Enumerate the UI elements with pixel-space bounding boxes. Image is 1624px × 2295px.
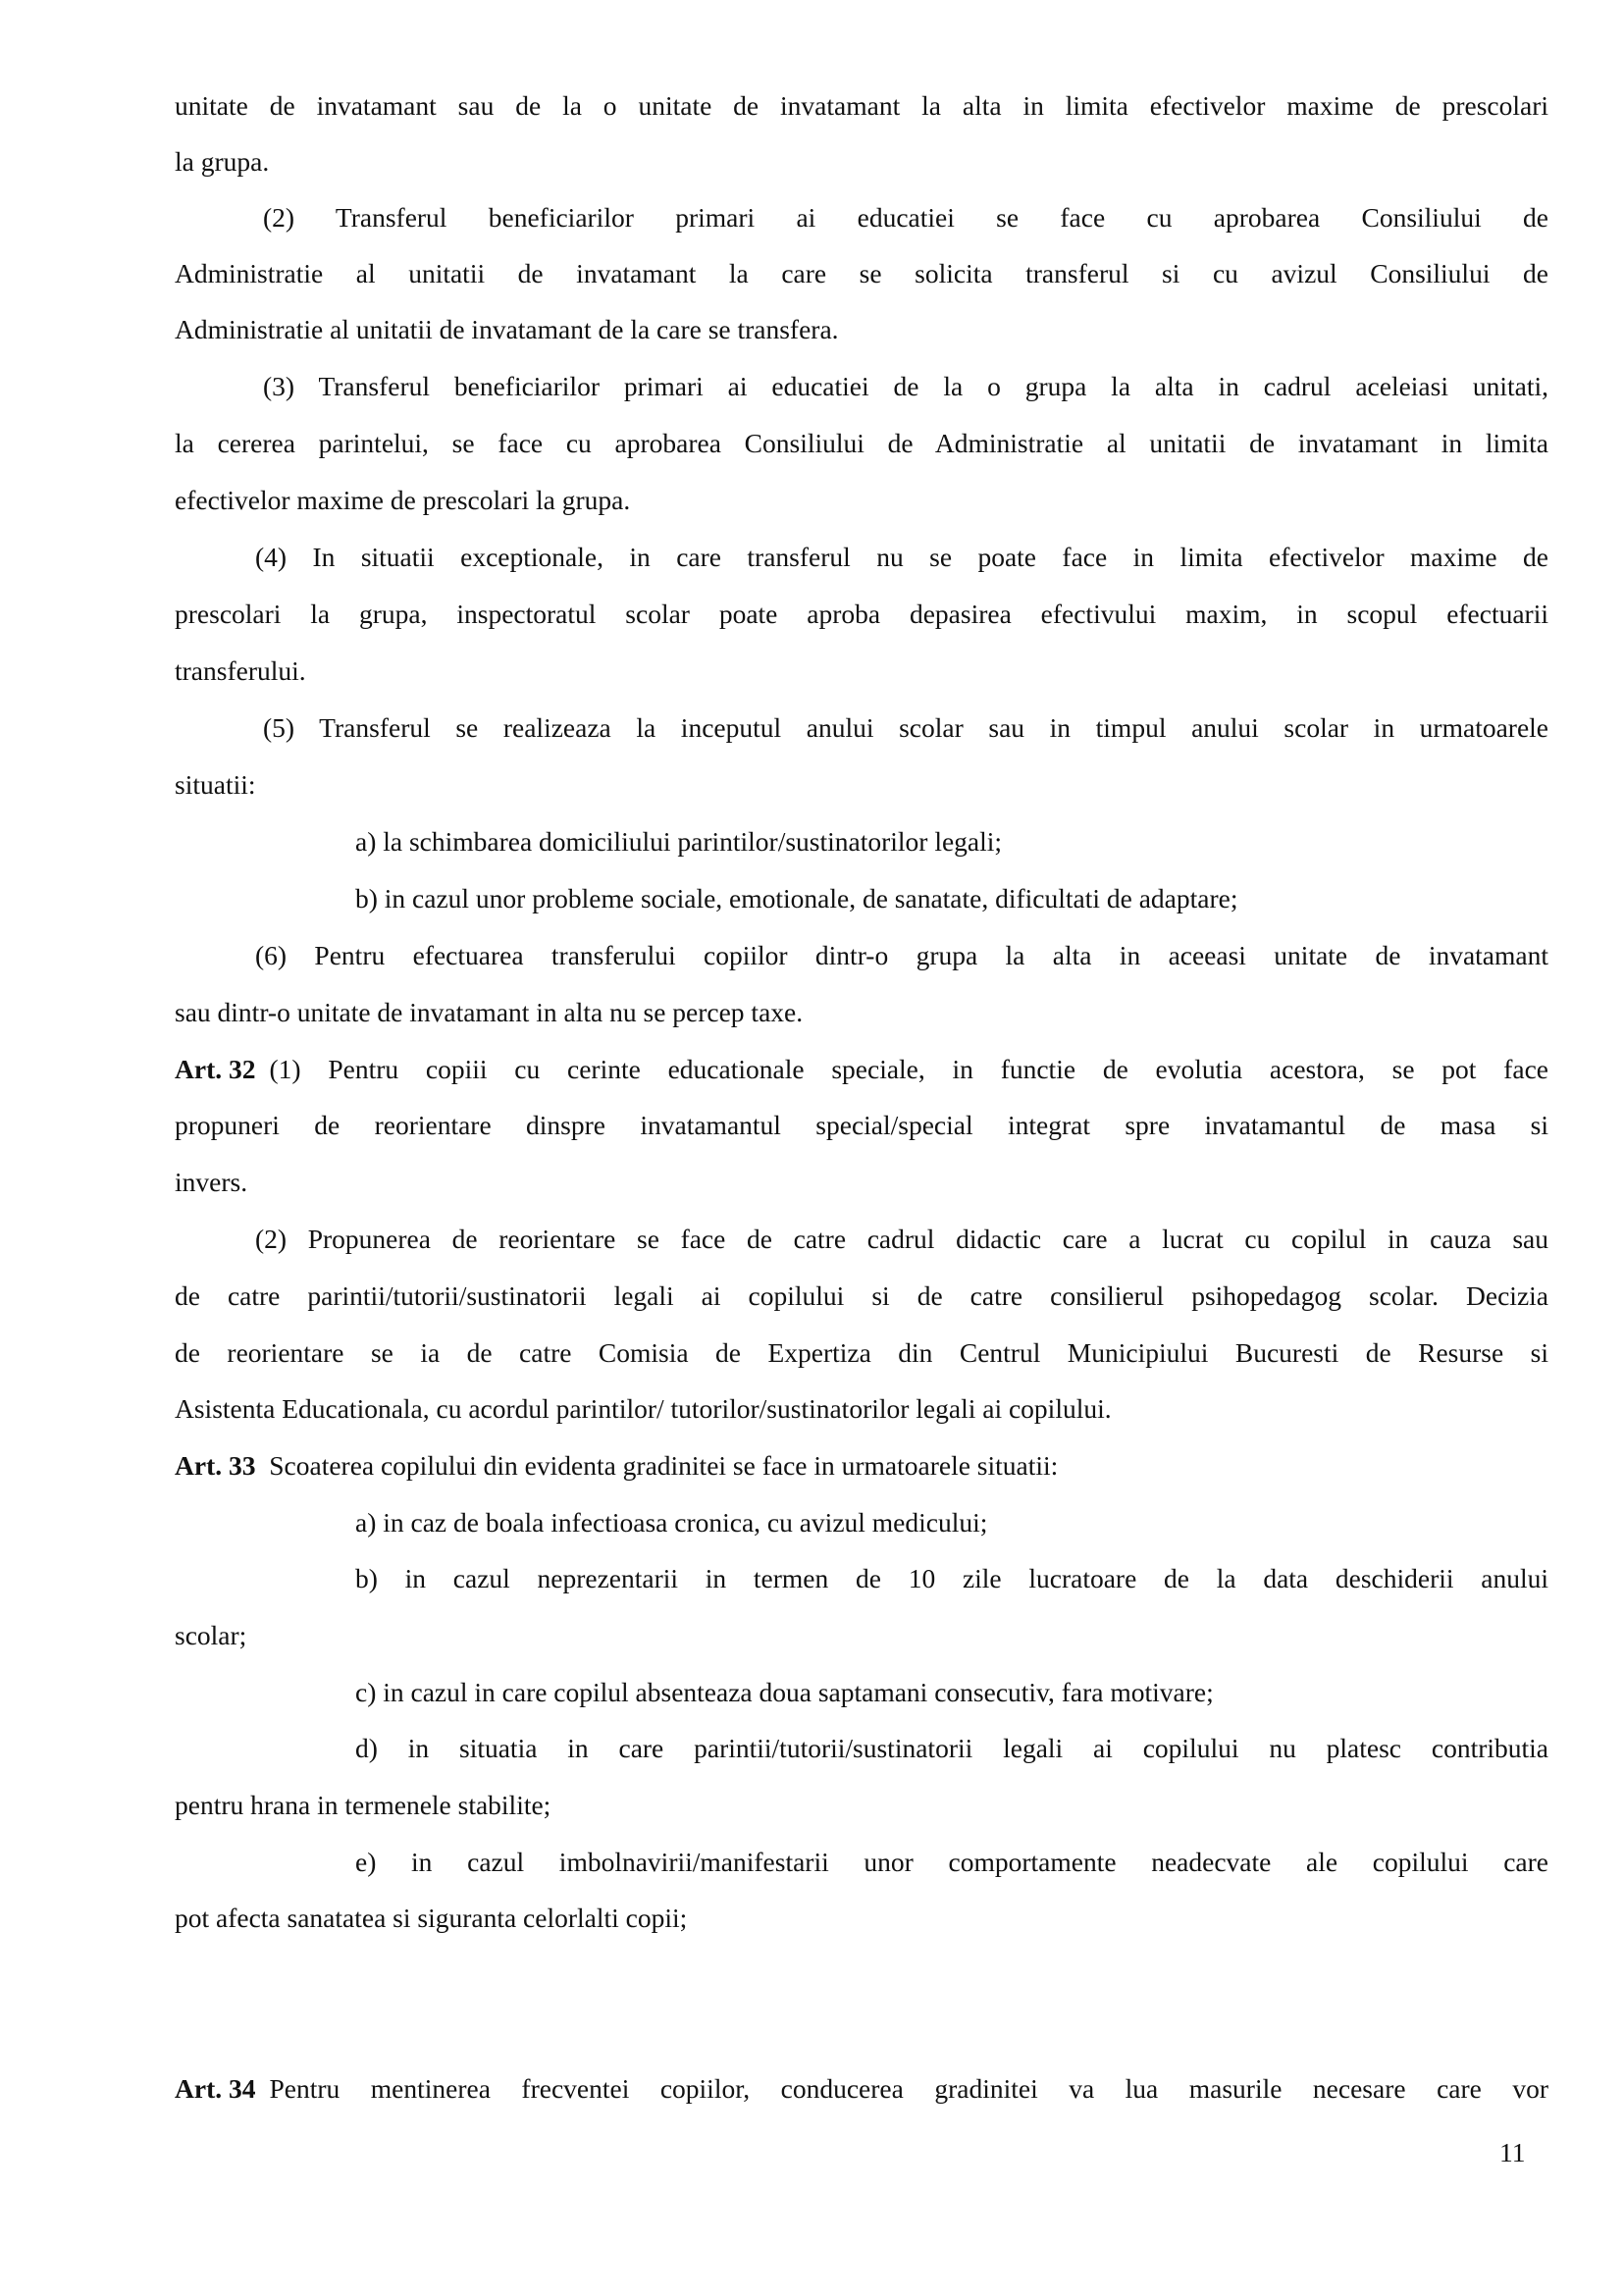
paragraph-line: scolar; (175, 1620, 247, 1650)
article-label: Art. 32 (175, 1054, 256, 1084)
paragraph-line: unitate de invatamant sau de la o unitate de invatamant la alta in limita efectivelor maxime de prescolari (175, 90, 1548, 121)
paragraph-line: efectivelor maxime de prescolari la grupa. (175, 485, 631, 515)
article-32-line (175, 1052, 1548, 1087)
paragraph-2-line: (2) Transferul beneficiarilor primari ai educatiei se face cu aprobarea Consiliului de (263, 202, 1548, 233)
paragraph-line: transferului. (175, 655, 306, 686)
paragraph-line: Asistenta Educationala, cu acordul parintilor/ tutorilor/sustinatorilor legali ai copilului. (175, 1393, 1112, 1424)
paragraph-line: pentru hrana in termenele stabilite; (175, 1790, 551, 1820)
paragraph-line: invers. (175, 1167, 248, 1197)
paragraph-line: situatii: (175, 769, 256, 800)
paragraph-line: prescolari la grupa, inspectoratul scolar poate aproba depasirea efectivului maxim, in scopul efectuarii (175, 599, 1548, 629)
list-item-a: a) la schimbarea domiciliului parintilor/sustinatorilor legali; (355, 826, 1003, 857)
article-34-line (175, 2071, 1548, 2107)
article-text: Scoaterea copilului din evidenta gradinitei se face in urmatoarele situatii: (269, 1450, 1059, 1481)
paragraph-line: la grupa. (175, 146, 270, 177)
paragraph-line: Administratie al unitatii de invatamant la care se solicita transferul si cu avizul Consiliului de (175, 258, 1548, 288)
paragraph-line: Administratie al unitatii de invatamant de la care se transfera. (175, 314, 839, 344)
paragraph-line: sau dintr-o unitate de invatamant in alta nu se percep taxe. (175, 997, 804, 1027)
list-item-a: a) in caz de boala infectioasa cronica, cu avizul medicului; (355, 1507, 988, 1538)
article-label: Art. 34 (175, 2073, 256, 2104)
paragraph-6-line: (6) Pentru efectuarea transferului copiilor dintr-o grupa la alta in aceeasi unitate de invatamant (255, 940, 1548, 970)
paragraph-5-line: (5) Transferul se realizeaza la inceputul anului scolar sau in timpul anului scolar in urmatoarele (263, 712, 1548, 743)
article-text: Pentru mentinerea frecventei copiilor, conducerea gradinitei va lua masurile necesare care vor (269, 2073, 1548, 2104)
article-text: (1) Pentru copiii cu cerinte educationale speciale, in functie de evolutia acestora, se pot face (269, 1054, 1548, 1084)
page-number: 11 (1499, 2137, 1526, 2167)
list-item-c: c) in cazul in care copilul absenteaza doua saptamani consecutiv, fara motivare; (355, 1677, 1214, 1707)
paragraph-4-line: (4) In situatii exceptionale, in care transferul nu se poate face in limita efectivelor maxime de (255, 542, 1548, 572)
paragraph-line: pot afecta sanatatea si siguranta celorlalti copii; (175, 1903, 688, 1933)
paragraph-line: la cererea parintelui, se face cu aprobarea Consiliului de Administratie al unitatii de invatamant in limita (175, 428, 1548, 458)
paragraph-line: de reorientare se ia de catre Comisia de Expertiza din Centrul Municipiului Bucuresti de Resurse si (175, 1337, 1548, 1368)
list-item-b: b) in cazul unor probleme sociale, emotionale, de sanatate, dificultati de adaptare; (355, 883, 1238, 913)
list-item-d: d) in situatia in care parintii/tutorii/sustinatorii legali ai copilului nu platesc contributia (355, 1733, 1548, 1763)
article-label: Art. 33 (175, 1450, 256, 1481)
list-item-e: e) in cazul imbolnavirii/manifestarii unor comportamente neadecvate ale copilului care (355, 1847, 1548, 1877)
paragraph-line: propuneri de reorientare dinspre invatamantul special/special integrat spre invatamantul de masa si (175, 1110, 1548, 1140)
paragraph-line: de catre parintii/tutorii/sustinatorii legali ai copilului si de catre consilierul psihopedagog scolar. Decizia (175, 1280, 1548, 1311)
article-33-line (175, 1448, 1548, 1484)
paragraph-3-line: (3) Transferul beneficiarilor primari ai educatiei de la o grupa la alta in cadrul aceleiasi unitati, (263, 371, 1548, 401)
paragraph-line: (2) Propunerea de reorientare se face de catre cadrul didactic care a lucrat cu copilul in cauza sau (255, 1224, 1548, 1254)
list-item-b: b) in cazul neprezentarii in termen de 10 zile lucratoare de la data deschiderii anului (355, 1563, 1548, 1593)
